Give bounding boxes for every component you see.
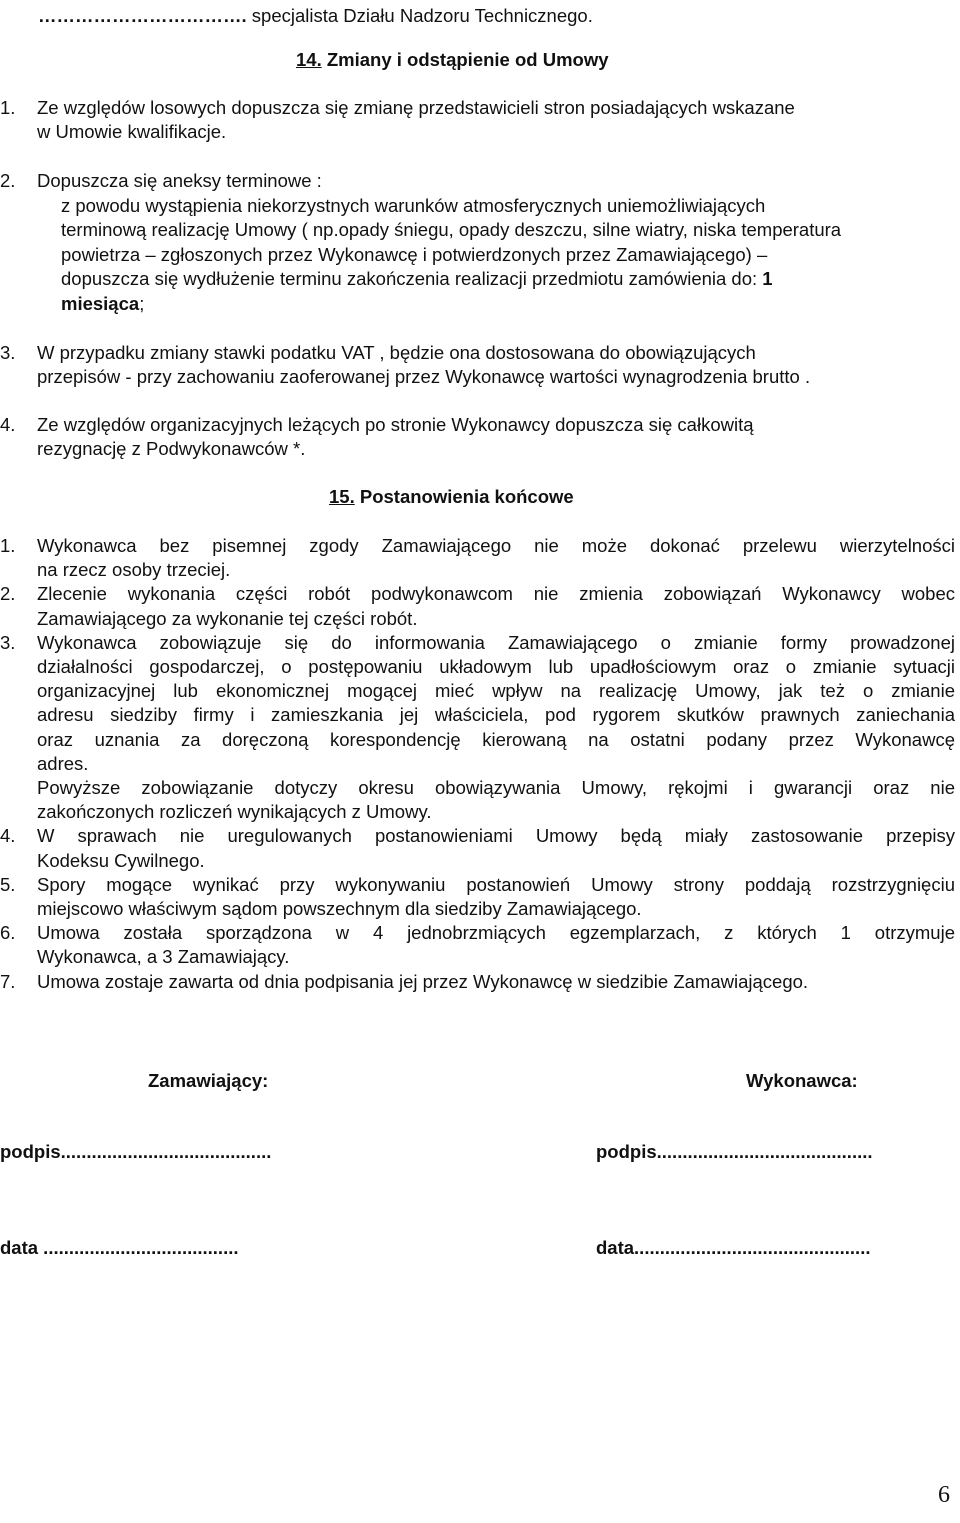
page-number: 6 xyxy=(938,1482,950,1508)
s15-item-number: 5. xyxy=(0,873,16,895)
signature-right-title: Wykonawca: xyxy=(746,1070,858,1091)
s15-item-line: Wykonawca bez pisemnej zgody Zamawiającego nie może dokonać przelewu wierzytelności xyxy=(37,535,955,556)
signature-left-podpis: podpis......................................... xyxy=(0,1141,272,1162)
s14-item-3-number: 3. xyxy=(0,342,16,363)
s14-item-3-line-2: przepisów - przy zachowaniu zaoferowanej przez Wykonawcę wartości wynagrodzenia brutto . xyxy=(37,366,811,387)
s14-item-1-line-2: w Umowie kwalifikacje. xyxy=(37,121,227,142)
header-line xyxy=(38,4,593,28)
header-dots: ……………………………. xyxy=(38,5,247,26)
s15-item-line: miejscowo właściwym sądom powszechnym dla siedziby Zamawiającego. xyxy=(37,898,642,919)
s14-item-2-term-number: 1 xyxy=(762,268,773,289)
s15-item-line: Kodeksu Cywilnego. xyxy=(37,849,205,871)
section-15-title: Postanowienia końcowe xyxy=(354,486,574,507)
section-14-number: 14. xyxy=(296,49,322,70)
s15-item-line: Wykonawca, a 3 Zamawiający. xyxy=(37,946,290,968)
s15-item-line: Umowa została sporządzona w 4 jednobrzmiących egzemplarzach, z których 1 otrzymuje xyxy=(37,922,955,944)
section-14-heading xyxy=(296,48,609,72)
section-15-number: 15. xyxy=(329,486,355,507)
s14-item-4-line-1: Ze względów organizacyjnych leżących po stronie Wykonawcy dopuszcza się całkowitą xyxy=(37,414,754,435)
s15-item-line: oraz uznania za doręczoną korespondencję kierowaną na ostatni podany przez Wykonawcę xyxy=(37,728,955,750)
s14-item-2-line-2: z powodu wystąpienia niekorzystnych warunków atmosferycznych uniemożliwiających xyxy=(61,195,766,216)
s15-item-number: 2. xyxy=(0,583,16,605)
s14-item-3-line-1: W przypadku zmiany stawki podatku VAT , będzie ona dostosowana do obowiązujących xyxy=(37,342,756,363)
s15-item-line: Umowa zostaje zawarta od dnia podpisania jej przez Wykonawcę w siedzibie Zamawiającego. xyxy=(37,970,809,992)
signature-left-data: data ...................................... xyxy=(0,1237,239,1258)
s15-item-line: adresu siedziby firmy i zamieszkania jej właściciela, pod rygorem skutków prawnych zaniechania xyxy=(37,704,955,726)
s14-item-2-line-3: terminową realizację Umowy ( np.opady śniegu, opady deszczu, silne wiatry, niska temperatura xyxy=(61,219,842,240)
s14-item-4-number: 4. xyxy=(0,414,16,435)
s15-item-number: 7. xyxy=(0,970,16,992)
s15-item-number: 3. xyxy=(0,631,16,653)
s15-item-line: Wykonawca zobowiązuje się do informowania Zamawiającego o zmianie formy prowadzonej xyxy=(37,631,955,653)
s15-item-number: 4. xyxy=(0,825,16,847)
s14-item-2-term-unit: miesiąca xyxy=(61,293,140,314)
s15-item-line: Zamawiającego za wykonanie tej części robót. xyxy=(37,607,418,629)
s15-item-line: adres. xyxy=(37,752,89,774)
s15-item-line: działalności gospodarczej, o postępowaniu układowym lub upadłościowym oraz o zmianie sytuacji xyxy=(37,656,955,677)
s14-item-4-line-2: rezygnację z Podwykonawców *. xyxy=(37,438,306,459)
s14-item-2-line-6-text: ; xyxy=(139,293,145,314)
header-text: specjalista Działu Nadzoru Technicznego. xyxy=(246,5,593,26)
s14-item-2-line-5 xyxy=(61,267,773,291)
s14-item-2-line-5-text: dopuszcza się wydłużenie terminu zakończenia realizacji przedmiotu zamówienia do: xyxy=(61,268,763,289)
s15-item-line: Spory mogące wynikać przy wykonywaniu postanowień Umowy strony poddają rozstrzygnięciu xyxy=(37,873,955,895)
s15-item-number: 6. xyxy=(0,922,16,944)
s14-item-1-line-1: Ze względów losowych dopuszcza się zmianę przedstawicieli stron posiadających wskazane xyxy=(37,97,795,118)
s14-item-1-number: 1. xyxy=(0,97,16,118)
s15-item-line: Zlecenie wykonania części robót podwykonawcom nie zmienia zobowiązań Wykonawcy wobec xyxy=(37,583,955,605)
s14-item-2-number: 2. xyxy=(0,170,16,191)
s15-item-line: zakończonych rozliczeń wynikających z Umowy. xyxy=(37,801,432,823)
s15-item-line: Powyższe zobowiązanie dotyczy okresu obowiązywania Umowy, rękojmi i gwarancji oraz nie xyxy=(37,777,955,798)
s14-item-2-line-1: Dopuszcza się aneksy terminowe : xyxy=(37,170,322,191)
signature-left-title: Zamawiający: xyxy=(148,1070,269,1091)
s15-item-number: 1. xyxy=(0,535,16,556)
s15-item-line: organizacyjnej lub ekonomicznej mogącej mieć wpływ na realizację Umowy, jak też o zmianie xyxy=(37,680,955,702)
s15-item-line: W sprawach nie uregulowanych postanowieniami Umowy będą miały zastosowanie przepisy xyxy=(37,825,955,847)
section-15-heading xyxy=(329,485,574,509)
s14-item-2-line-6 xyxy=(61,292,144,316)
signature-right-podpis: podpis.......................................... xyxy=(596,1141,873,1162)
s14-item-2-line-4: powietrza – zgłoszonych przez Wykonawcę i potwierdzonych przez Zamawiającego) – xyxy=(61,244,768,265)
signature-right-data: data.............................................. xyxy=(596,1237,871,1258)
section-14-title: Zmiany i odstąpienie od Umowy xyxy=(321,49,609,70)
s15-item-line: na rzecz osoby trzeciej. xyxy=(37,559,231,581)
